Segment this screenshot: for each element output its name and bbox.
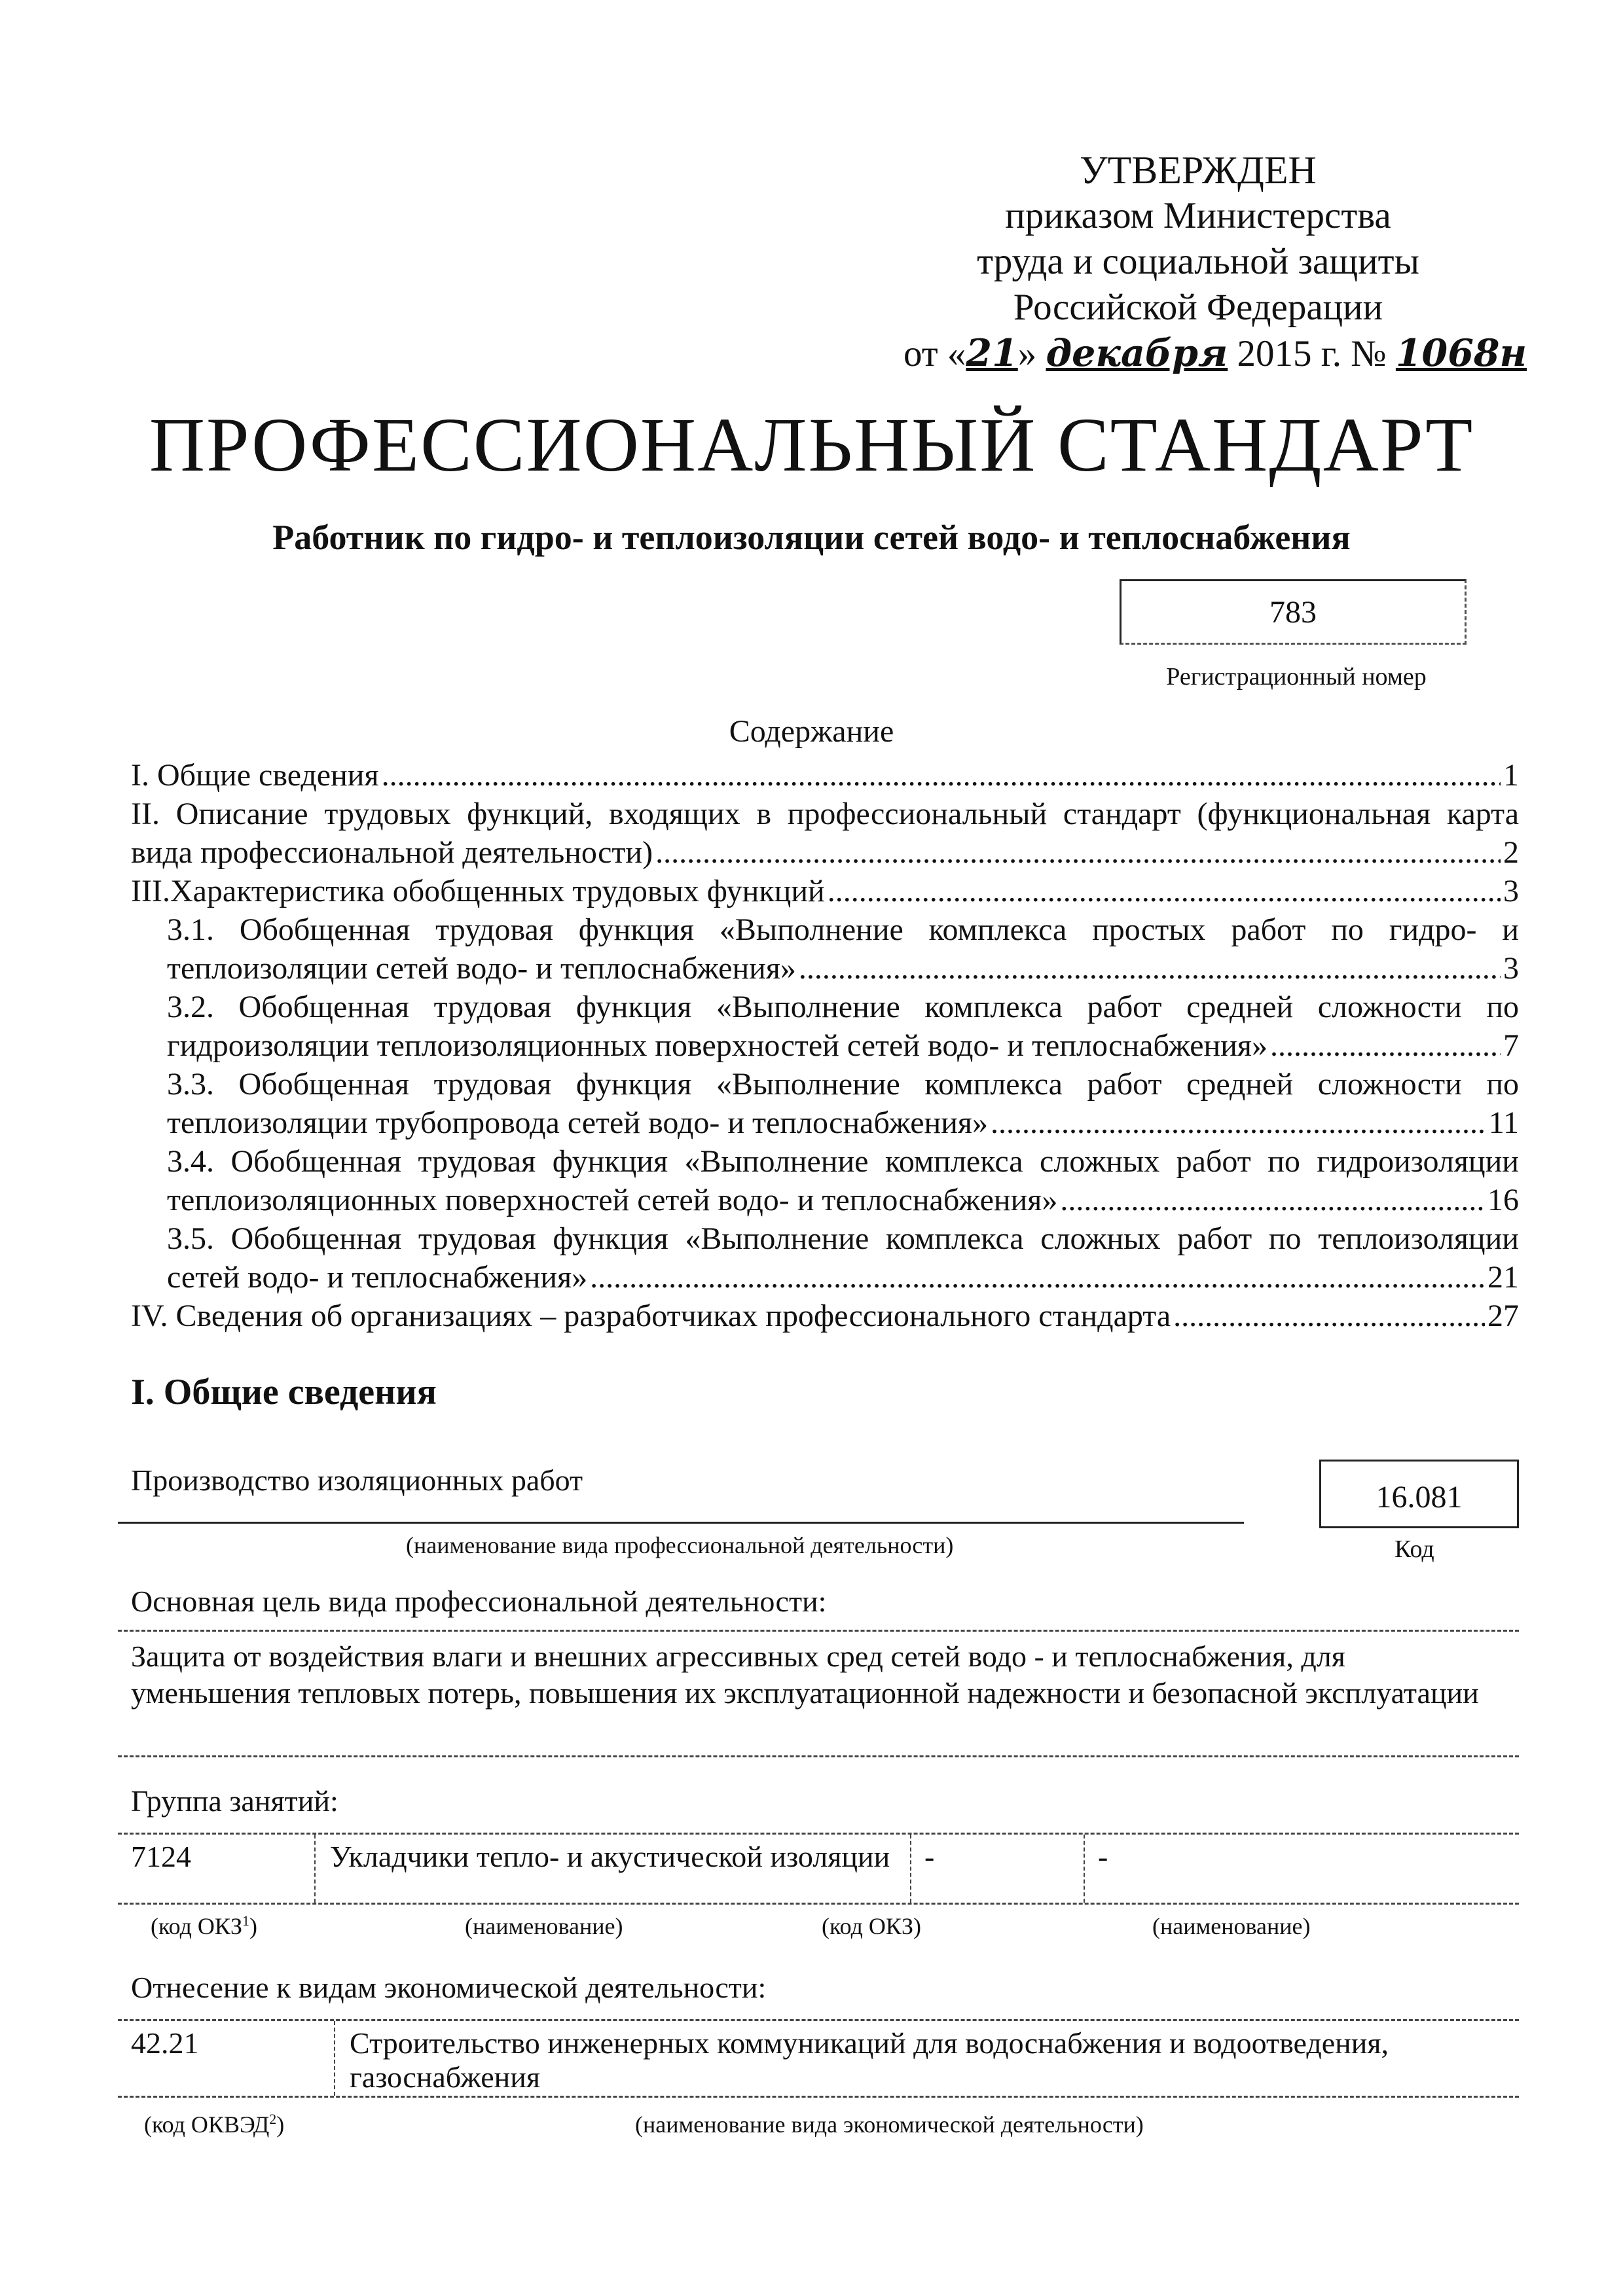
- toc-item[interactable]: III.Характеристика обобщенных трудовых функций ..... 3: [131, 872, 1519, 910]
- okz-name-1: Укладчики тепло- и акустической изоляции: [314, 1835, 907, 1903]
- approval-heading: УТВЕРЖДЕН: [1080, 149, 1317, 192]
- okved-code-caption: (код ОКВЭД$^2$): [144, 2111, 285, 2138]
- toc-item[interactable]: I. Общие сведения ..... 1: [131, 756, 1519, 795]
- okz-code-caption: (код ОКЗ$^1$): [151, 1912, 257, 1939]
- section-heading: I. Общие сведения: [131, 1372, 437, 1412]
- activity-code: 16.081: [1376, 1480, 1463, 1515]
- toc-item[interactable]: сетей водо- и теплоснабжения» ..... 21: [167, 1258, 1519, 1297]
- handwritten-month: декабря: [1046, 331, 1228, 375]
- okved-code: 42.21: [131, 2026, 199, 2060]
- toc-item-line: 3.1. Обобщенная трудовая функция «Выполнение комплекса простых работ по гидро- и: [167, 912, 1519, 947]
- occupation-group-label: Группа занятий:: [131, 1784, 338, 1818]
- activity-underline: [118, 1522, 1244, 1524]
- okz-code-1: 7124: [131, 1840, 191, 1873]
- table-of-contents: [131, 756, 1519, 1335]
- toc-item-line: 3.4. Обобщенная трудовая функция «Выполнение комплекса сложных работ по гидроизоляции: [167, 1144, 1519, 1179]
- okved-name-caption: (наименование вида экономической деятельности): [635, 2111, 1144, 2138]
- document-subtitle: Работник по гидро- и теплоизоляции сетей водо- и теплоснабжения: [272, 518, 1351, 557]
- economic-activity-label: Отнесение к видам экономической деятельности:: [131, 1971, 767, 2004]
- year-part: 2015 г. №: [1237, 333, 1387, 374]
- toc-item-line: II. Описание трудовых функций, входящих в профессиональный стандарт (функциональная карта: [131, 797, 1519, 831]
- toc-item[interactable]: вида профессиональной деятельности) ..... 2: [131, 833, 1519, 872]
- activity-caption: (наименование вида профессиональной деятельности): [406, 1532, 954, 1558]
- handwritten-day: 21: [966, 331, 1018, 375]
- date-prefix: от «: [903, 333, 966, 374]
- registration-number-box: [1120, 579, 1467, 645]
- toc-item[interactable]: теплоизоляции сетей водо- и теплоснабжения» ..... 3: [167, 949, 1519, 988]
- goal-box: [118, 1630, 1519, 1757]
- document-title: ПРОФЕССИОНАЛЬНЫЙ СТАНДАРТ: [149, 402, 1474, 488]
- registration-number: 783: [1269, 595, 1317, 630]
- approval-date-line: [903, 331, 1527, 377]
- toc-item-line: 3.3. Обобщенная трудовая функция «Выполнение комплекса работ средней сложности по: [167, 1067, 1519, 1102]
- date-mid: »: [1017, 333, 1037, 374]
- okz-name-caption-2: (наименование): [1152, 1913, 1311, 1939]
- approval-line: приказом Министерства: [1005, 195, 1391, 236]
- handwritten-number: 1068н: [1395, 331, 1527, 375]
- economic-activity-row: [118, 2019, 1519, 2098]
- goal-label: Основная цель вида профессиональной деятельности:: [131, 1585, 827, 1618]
- okz-name-2: -: [1084, 1835, 1516, 1903]
- occupation-group-row: [118, 1833, 1519, 1905]
- approval-line: труда и социальной защиты: [977, 241, 1419, 282]
- toc-item-line: 3.2. Обобщенная трудовая функция «Выполнение комплекса работ средней сложности по: [167, 990, 1519, 1024]
- approval-line: Российской Федерации: [1013, 287, 1383, 328]
- approval-block: [903, 147, 1527, 377]
- toc-item[interactable]: теплоизоляции трубопровода сетей водо- и теплоснабжения» ..... 11: [167, 1103, 1519, 1142]
- code-caption: Код: [1395, 1535, 1434, 1563]
- toc-item-line: 3.5. Обобщенная трудовая функция «Выполнение комплекса сложных работ по теплоизоляции: [167, 1221, 1519, 1256]
- okz-name-caption: (наименование): [465, 1913, 623, 1939]
- goal-text: Защита от воздействия влаги и внешних агрессивных сред сетей водо - и теплоснабжения, для уменьшения тепловых потерь, повышения их эксплуатационной надежности и безопасной эксплуатации: [131, 1640, 1479, 1710]
- toc-item[interactable]: теплоизоляционных поверхностей сетей водо- и теплоснабжения» ..... 16: [167, 1181, 1519, 1219]
- activity-code-box: [1319, 1460, 1519, 1528]
- okved-name: Строительство инженерных коммуникаций для водоснабжения и водоотведения, газоснабжения: [334, 2021, 1512, 2096]
- registration-caption: Регистрационный номер: [1166, 663, 1427, 691]
- toc-item[interactable]: IV. Сведения об организациях – разработчиках профессионального стандарта ..... 27: [131, 1297, 1519, 1335]
- okz-code-2: -: [910, 1835, 1080, 1903]
- okz-code-caption-2: (код ОКЗ): [822, 1913, 921, 1939]
- toc-item[interactable]: гидроизоляции теплоизоляционных поверхностей сетей водо- и теплоснабжения» ..... 7: [167, 1026, 1519, 1065]
- toc-title: Содержание: [729, 714, 894, 749]
- activity-name: Производство изоляционных работ: [131, 1463, 583, 1497]
